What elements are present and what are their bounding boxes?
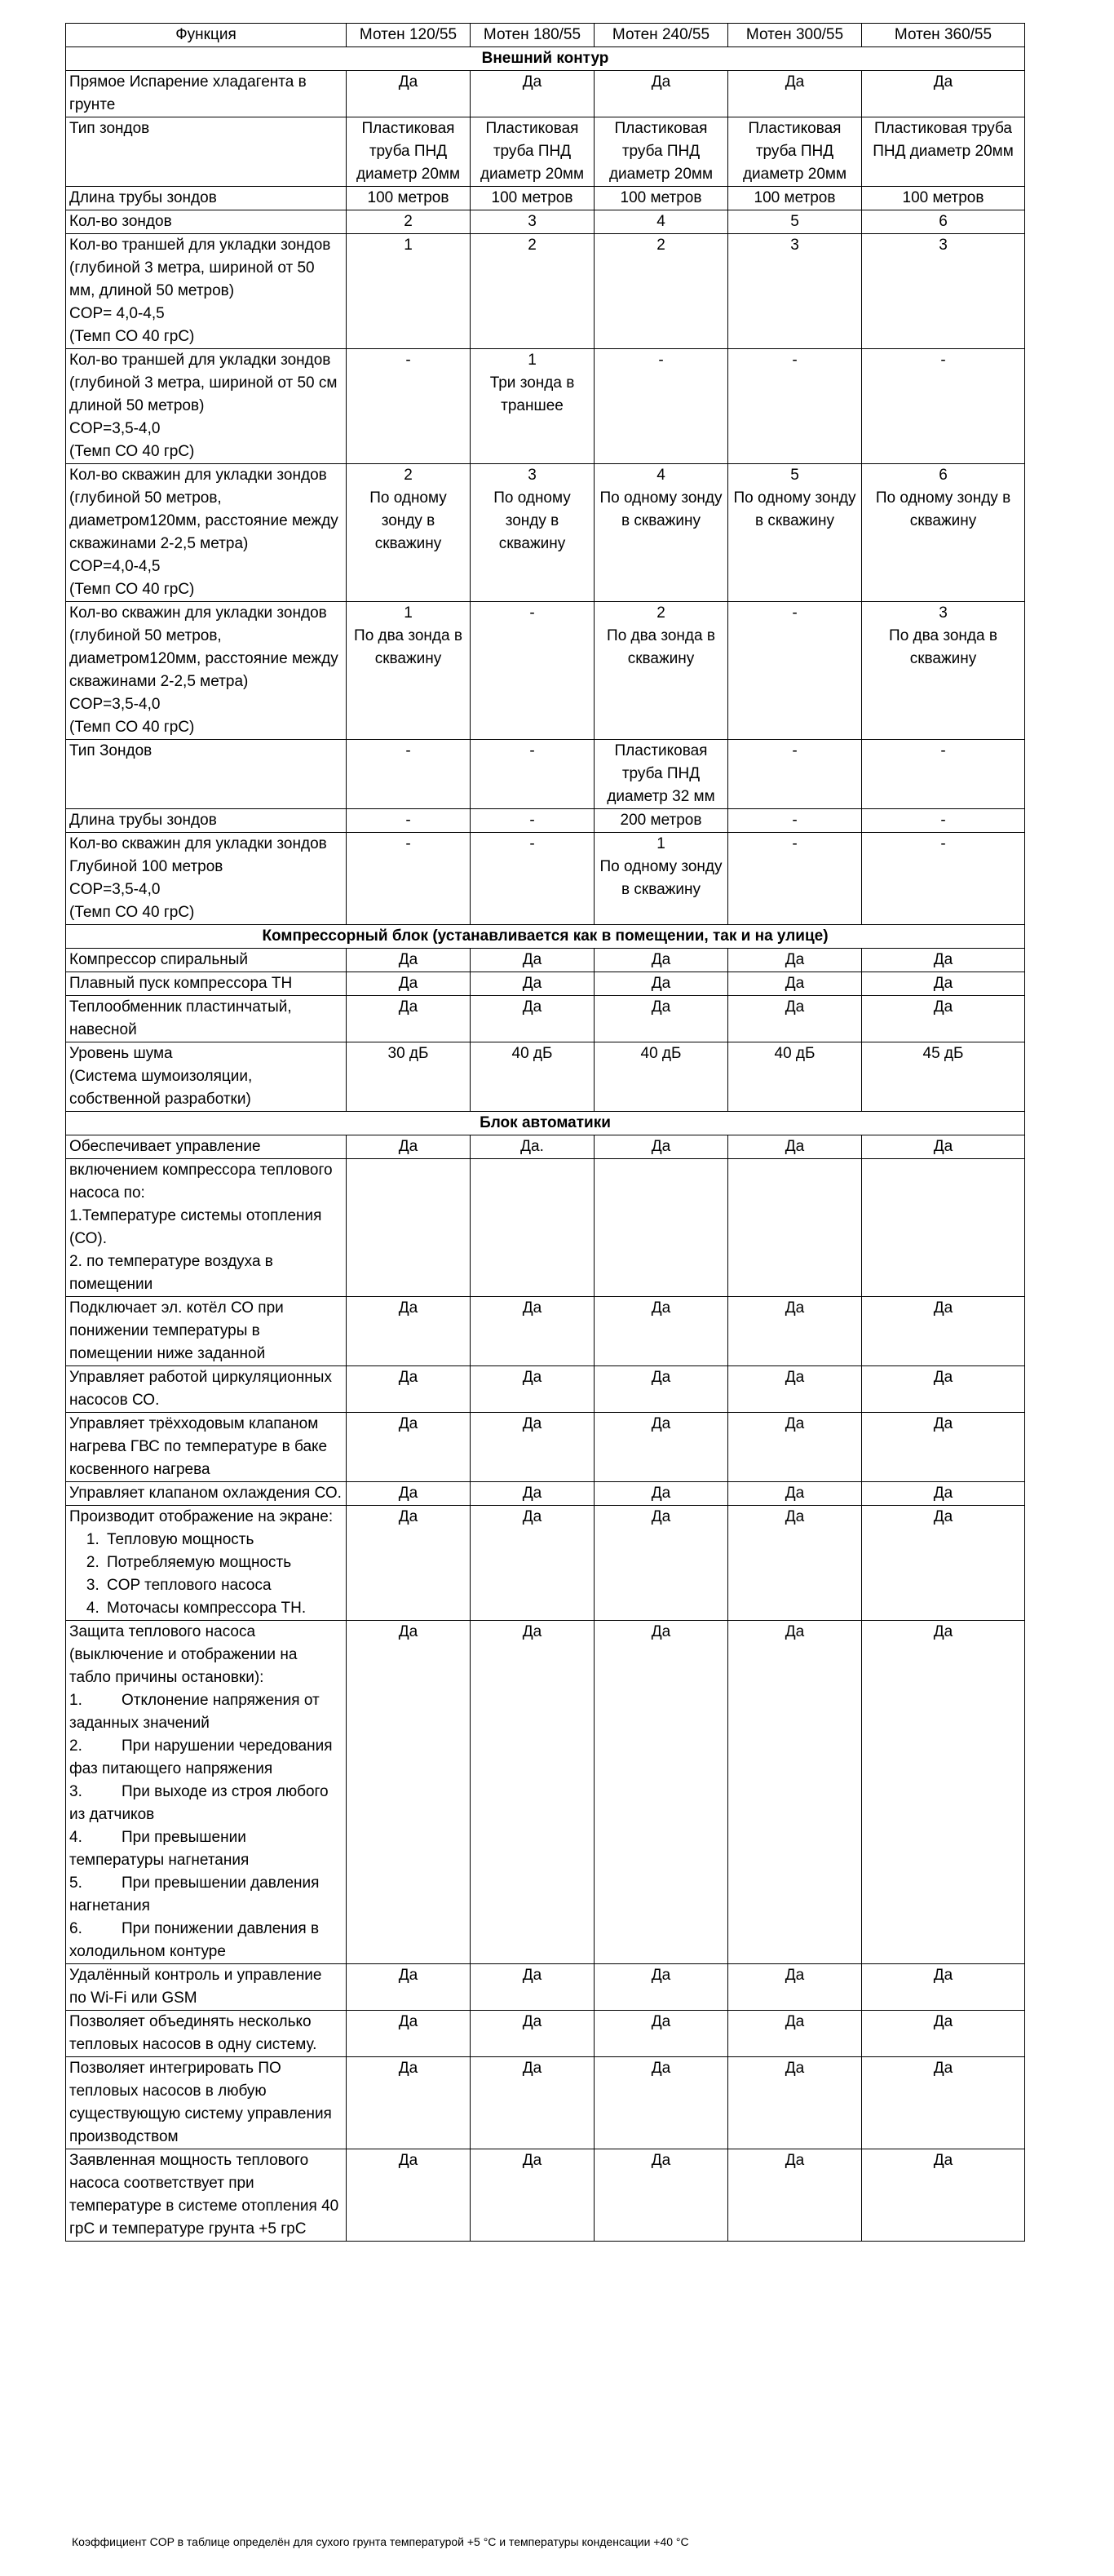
value-cell: Да [471,1964,595,2011]
value-cell: 100 метров [471,187,595,210]
value-cell: 2 [347,210,471,234]
function-cell [66,1042,347,1112]
table-row [66,2011,1025,2057]
value-cell: Да [471,1621,595,1964]
spec-table [65,23,1025,2242]
list-item: 4. Моточасы компрессора ТН. [104,1597,343,1620]
value-cell: Да [728,1506,862,1621]
value-cell: - [471,833,595,925]
table-row [66,833,1025,925]
protection-item: 1. Отклонение напряжения от заданных значений [69,1689,343,1735]
function-label: Управляет клапаном охлаждения СО. [69,1485,342,1502]
value-cell: Да [347,2057,471,2149]
protection-number: 4. [69,1829,82,1846]
value-cell: - [347,349,471,464]
table-row [66,1964,1025,2011]
value-cell [471,1159,595,1297]
value-cell: - [471,602,595,740]
value-cell: Да [728,71,862,117]
function-cell [66,234,347,349]
value-cell: - [471,740,595,809]
value-cell: 30 дБ [347,1042,471,1112]
value-cell: Да [471,2057,595,2149]
table-row [66,1159,1025,1297]
value-cell: Да [471,972,595,996]
value-cell: - [728,349,862,464]
value-cell: Да [595,71,728,117]
value-cell: - [347,809,471,833]
function-label: Плавный пуск компрессора ТН [69,975,293,992]
value-cell: Да [862,972,1025,996]
function-label: Удалённый контроль и управление по Wi-Fi или GSM [69,1967,322,2007]
value-cell: Да [595,2149,728,2242]
value-cell: 1 По одному зонду в скважину [595,833,728,925]
value-cell: 5 [728,210,862,234]
value-cell: 1 [347,234,471,349]
protection-number: 2. [69,1737,82,1755]
list-item: 3. COP теплового насоса [104,1574,343,1597]
value-cell: 6 По одному зонду в скважину [862,464,1025,602]
function-label: Управляет работой циркуляционных насосов СО. [69,1369,332,1409]
value-cell: 6 [862,210,1025,234]
value-cell: 1 По два зонда в скважину [347,602,471,740]
value-cell: Да [728,1482,862,1506]
value-cell: Да [347,972,471,996]
function-cell [66,2057,347,2149]
function-cell [66,1413,347,1482]
value-cell: Пластиковая труба ПНД диаметр 20мм [595,117,728,187]
function-label: Компрессор спиральный [69,951,249,968]
value-cell: Да [595,1482,728,1506]
value-cell: Да [728,2011,862,2057]
function-label: Кол-во скважин для укладки зондов Глубиной 100 метров COP=3,5-4,0 (Темп СО 40 грС) [69,835,327,921]
function-label: Производит отображение на экране: [69,1508,334,1525]
table-row [66,2149,1025,2242]
value-cell: Да [471,2149,595,2242]
function-label: Управляет трёхходовым клапаном нагрева ГВС по температуре в баке косвенного нагрева [69,1415,328,1478]
value-cell: 2 По одному зонду в скважину [347,464,471,602]
value-cell: Да [728,1297,862,1366]
column-header-function: Функция [66,24,347,47]
table-row [66,234,1025,349]
value-cell: Да [595,2011,728,2057]
value-cell: Да [728,1964,862,2011]
function-label: Длина трубы зондов [69,189,217,206]
section-row [66,925,1025,949]
value-cell: Да [471,1506,595,1621]
value-cell: Да [728,972,862,996]
value-cell: Да [862,949,1025,972]
value-cell: Да [862,2149,1025,2242]
table-row [66,996,1025,1042]
value-cell: Да [471,996,595,1042]
value-cell: Да [347,1964,471,2011]
value-cell: - [347,740,471,809]
column-header-model: Мотен 240/55 [595,24,728,47]
value-cell: Да [728,949,862,972]
value-cell: Да [347,1482,471,1506]
value-cell: Да [728,1413,862,1482]
value-cell: Да [347,71,471,117]
value-cell: Да [862,1297,1025,1366]
function-label: Заявленная мощность теплового насоса соответствует при температуре в системе отопления 40 грС и температуре грунта +5 грС [69,2152,339,2237]
value-cell [595,1159,728,1297]
section-title: Блок автоматики [66,1112,1025,1135]
value-cell: Да [595,972,728,996]
value-cell: Да [471,2011,595,2057]
function-label: Кол-во траншей для укладки зондов (глубиной 3 метра, шириной от 50 см длиной 50 метров) COP=3,5-4,0 (Темп СО 40 грС) [69,352,338,460]
value-cell: Да [595,2057,728,2149]
protection-item: 4. При превышении температуры нагнетания [69,1826,343,1872]
value-cell: 3 [862,234,1025,349]
value-cell: Да [347,2149,471,2242]
function-label: Кол-во зондов [69,213,172,230]
value-cell: 100 метров [347,187,471,210]
function-label: Защита теплового насоса (выключение и отображении на табло причины остановки): [69,1623,298,1686]
table-row [66,187,1025,210]
section-title: Внешний контур [66,47,1025,71]
value-cell: 40 дБ [471,1042,595,1112]
function-cell [66,2149,347,2242]
function-label: Прямое Испарение хладагента в грунте [69,73,307,113]
value-cell: Да [862,1482,1025,1506]
value-cell: - [347,833,471,925]
function-cell [66,187,347,210]
table-row [66,117,1025,187]
function-label: Подключает эл. котёл СО при понижении температуры в помещении ниже заданной [69,1299,284,1362]
function-cell [66,1621,347,1964]
value-cell: 1 Три зонда в траншее [471,349,595,464]
value-cell: Да [471,1482,595,1506]
function-cell [66,1482,347,1506]
value-cell: Да [728,1366,862,1413]
value-cell: Да [595,1964,728,2011]
section-row [66,47,1025,71]
value-cell: - [728,740,862,809]
value-cell: Пластиковая труба ПНД диаметр 32 мм [595,740,728,809]
display-list [69,1529,343,1620]
protection-item: 5. При превышении давления нагнетания [69,1872,343,1918]
value-cell: 100 метров [595,187,728,210]
value-cell: 45 дБ [862,1042,1025,1112]
value-cell: Да [595,1506,728,1621]
value-cell: Да [595,996,728,1042]
table-row [66,349,1025,464]
function-label: Длина трубы зондов [69,812,217,829]
value-cell: 3 [728,234,862,349]
function-label: Позволяет объединять несколько тепловых насосов в одну систему. [69,2013,317,2053]
value-cell: Да [728,996,862,1042]
function-cell [66,349,347,464]
function-cell [66,1964,347,2011]
value-cell: Да [347,996,471,1042]
section-row [66,1112,1025,1135]
function-label: включением компрессора теплового насоса по: 1.Температуре системы отопления (СО). 2. по температуре воздуха в помещении [69,1162,333,1293]
value-cell: 200 метров [595,809,728,833]
value-cell: Да [862,2057,1025,2149]
value-cell: 40 дБ [595,1042,728,1112]
value-cell [347,1159,471,1297]
table-row [66,1042,1025,1112]
function-cell [66,1366,347,1413]
function-cell [66,117,347,187]
function-cell [66,464,347,602]
value-cell: - [728,602,862,740]
function-cell [66,1506,347,1621]
value-cell: Пластиковая труба ПНД диаметр 20мм [728,117,862,187]
value-cell: 3 По два зонда в скважину [862,602,1025,740]
value-cell: Да [862,1964,1025,2011]
function-cell [66,1135,347,1159]
value-cell: - [862,833,1025,925]
value-cell: Да [595,1297,728,1366]
value-cell: Да [862,2011,1025,2057]
value-cell: Да [347,1621,471,1964]
value-cell: Да [595,1621,728,1964]
function-cell [66,1159,347,1297]
function-cell [66,949,347,972]
list-item: 2. Потребляемую мощность [104,1551,343,1574]
value-cell: Да [347,1297,471,1366]
table-row [66,949,1025,972]
value-cell: Да [347,1135,471,1159]
value-cell: 5 По одному зонду в скважину [728,464,862,602]
protection-number: 1. [69,1692,82,1709]
value-cell: Да [347,949,471,972]
table-row [66,1621,1025,1964]
protection-item: 6. При понижении давления в холодильном контуре [69,1918,343,1963]
function-label: Тип Зондов [69,742,153,759]
protection-number: 3. [69,1783,82,1800]
value-cell: - [728,833,862,925]
function-label: Уровень шума (Система шумоизоляции, собственной разработки) [69,1045,253,1108]
table-row [66,1366,1025,1413]
value-cell: Да [595,1413,728,1482]
table-row [66,2057,1025,2149]
value-cell: - [862,349,1025,464]
table-row [66,1413,1025,1482]
value-cell: Да [595,1366,728,1413]
value-cell: Пластиковая труба ПНД диаметр 20мм [347,117,471,187]
column-header-model: Мотен 360/55 [862,24,1025,47]
table-row [66,71,1025,117]
column-header-model: Мотен 180/55 [471,24,595,47]
value-cell: 40 дБ [728,1042,862,1112]
table-row [66,602,1025,740]
function-cell [66,210,347,234]
function-cell [66,996,347,1042]
footnote: Коэффициент COP в таблице определён для сухого грунта температурой +5 °С и температуры конденсации +40 °С [72,2535,689,2548]
function-cell [66,602,347,740]
value-cell: Да [862,996,1025,1042]
value-cell: 3 [471,210,595,234]
column-header-model: Мотен 300/55 [728,24,862,47]
value-cell: Да [728,1621,862,1964]
function-cell [66,1297,347,1366]
value-cell: Да. [471,1135,595,1159]
value-cell: Да [347,1413,471,1482]
protection-item: 2. При нарушении чередования фаз питающего напряжения [69,1735,343,1781]
value-cell: Да [471,1297,595,1366]
section-title: Компрессорный блок (устанавливается как в помещении, так и на улице) [66,925,1025,949]
value-cell: Да [862,1366,1025,1413]
value-cell: 100 метров [862,187,1025,210]
value-cell: 2 По два зонда в скважину [595,602,728,740]
protection-number: 5. [69,1874,82,1892]
table-row [66,1482,1025,1506]
function-label: Кол-во скважин для укладки зондов (глубиной 50 метров, диаметром120мм, расстояние между скважинами 2-2,5 метра) COP=4,0-4,5 (Темп СО 40 грС) [69,467,338,598]
function-label: Обеспечивает управление [69,1138,261,1155]
value-cell: - [728,809,862,833]
table-row [66,1135,1025,1159]
list-item: 1. Тепловую мощность [104,1529,343,1551]
value-cell: Пластиковая труба ПНД диаметр 20мм [862,117,1025,187]
table-row [66,1506,1025,1621]
value-cell: Да [347,1366,471,1413]
function-cell [66,809,347,833]
value-cell: 4 По одному зонду в скважину [595,464,728,602]
value-cell: Да [862,71,1025,117]
value-cell: Да [471,71,595,117]
value-cell: Да [471,1366,595,1413]
value-cell: Да [347,1506,471,1621]
value-cell: Да [728,2057,862,2149]
function-label: Теплообменник пластинчатый, навесной [69,998,292,1038]
value-cell: 2 [595,234,728,349]
value-cell: Да [347,2011,471,2057]
protection-number: 6. [69,1920,82,1937]
function-cell [66,740,347,809]
value-cell: Да [728,2149,862,2242]
function-cell [66,833,347,925]
table-row [66,1297,1025,1366]
value-cell: Да [862,1135,1025,1159]
value-cell: 3 По одному зонду в скважину [471,464,595,602]
table-row [66,210,1025,234]
value-cell: 4 [595,210,728,234]
value-cell: Да [862,1506,1025,1621]
function-cell [66,972,347,996]
function-cell [66,2011,347,2057]
value-cell: Да [595,1135,728,1159]
table-row [66,809,1025,833]
value-cell: Да [862,1413,1025,1482]
function-label: Кол-во скважин для укладки зондов (глубиной 50 метров, диаметром120мм, расстояние между скважинами 2-2,5 метра) COP=3,5-4,0 (Темп СО 40 грС) [69,604,338,736]
value-cell: 2 [471,234,595,349]
value-cell: - [595,349,728,464]
header-row [66,24,1025,47]
value-cell: Да [595,949,728,972]
value-cell: - [862,740,1025,809]
function-cell [66,71,347,117]
table-row [66,972,1025,996]
value-cell: Да [471,1413,595,1482]
value-cell: - [862,809,1025,833]
table-row [66,740,1025,809]
value-cell: Да [471,949,595,972]
value-cell: Да [728,1135,862,1159]
value-cell: 100 метров [728,187,862,210]
value-cell: Пластиковая труба ПНД диаметр 20мм [471,117,595,187]
table-body [66,47,1025,2242]
function-label: Позволяет интегрировать ПО тепловых насосов в любую существующую систему управления производством [69,2060,332,2145]
value-cell: Да [862,1621,1025,1964]
protection-item: 3. При выходе из строя любого из датчиков [69,1781,343,1826]
value-cell [862,1159,1025,1297]
value-cell: - [471,809,595,833]
value-cell [728,1159,862,1297]
function-label: Кол-во траншей для укладки зондов (глубиной 3 метра, шириной от 50 мм, длиной 50 метров) COP= 4,0-4,5 (Темп СО 40 грС) [69,237,331,345]
column-header-model: Мотен 120/55 [347,24,471,47]
function-label: Тип зондов [69,120,150,137]
table-row [66,464,1025,602]
